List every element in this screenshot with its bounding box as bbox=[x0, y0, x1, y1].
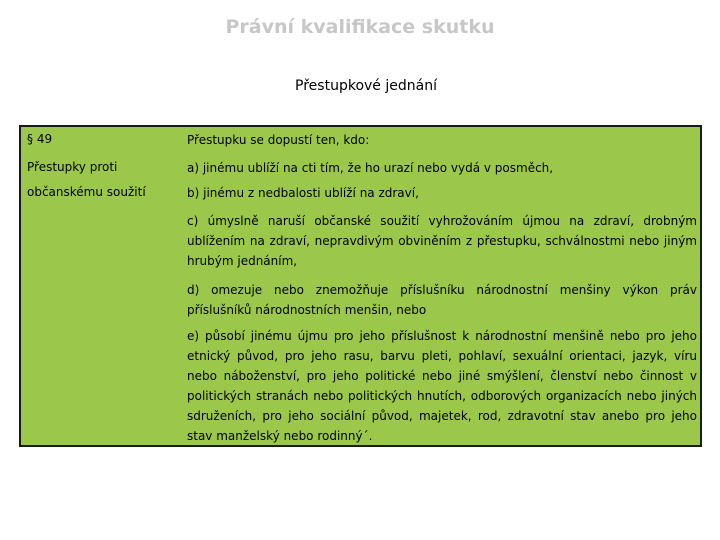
offense-category-line-1: Přestupky proti bbox=[27, 160, 118, 174]
provision-item-d: d) omezuje nebo znemožňuje příslušníku národnostní menšiny výkon práv příslušníků národnostních menšin, nebo bbox=[187, 283, 697, 317]
section-number: § 49 bbox=[27, 132, 53, 146]
provision-item-a: a) jinému ublíží na cti tím, že ho urazí nebo vydá v posměch, bbox=[187, 161, 554, 175]
law-table bbox=[19, 125, 702, 447]
provision-item-e: e) působí jinému újmu pro jeho příslušnost k národnostní menšině nebo pro jeho etnický původ, pro jeho rasu, barvu pleti, pohlaví, sexuální orientaci, jazyk, víru nebo náboženství, pro jeho politické nebo jiné smýšlení, členství nebo činnost v politických stranách nebo politických hnutích, odborových organizacích nebo jiných sdruženích, pro jeho sociální původ, majetek, rod, zdravotní stav anebo pro jeho stav manželský nebo rodinný´. bbox=[187, 329, 697, 443]
slide-title: Právní kvalifikace skutku bbox=[225, 16, 495, 38]
slide-subtitle: Přestupkové jednání bbox=[295, 78, 437, 94]
provision-intro: Přestupku se dopustí ten, kdo: bbox=[187, 133, 370, 147]
provision-item-c: c) úmyslně naruší občanské soužití vyhrožováním újmou na zdraví, drobným ublížením na zdraví, nepravdivým obviněním z přestupku, schválnostmi nebo jiným hrubým jednáním, bbox=[187, 214, 697, 268]
offense-category-line-2: občanskému soužití bbox=[27, 185, 146, 199]
provision-item-b: b) jinému z nedbalosti ublíží na zdraví, bbox=[187, 186, 419, 200]
